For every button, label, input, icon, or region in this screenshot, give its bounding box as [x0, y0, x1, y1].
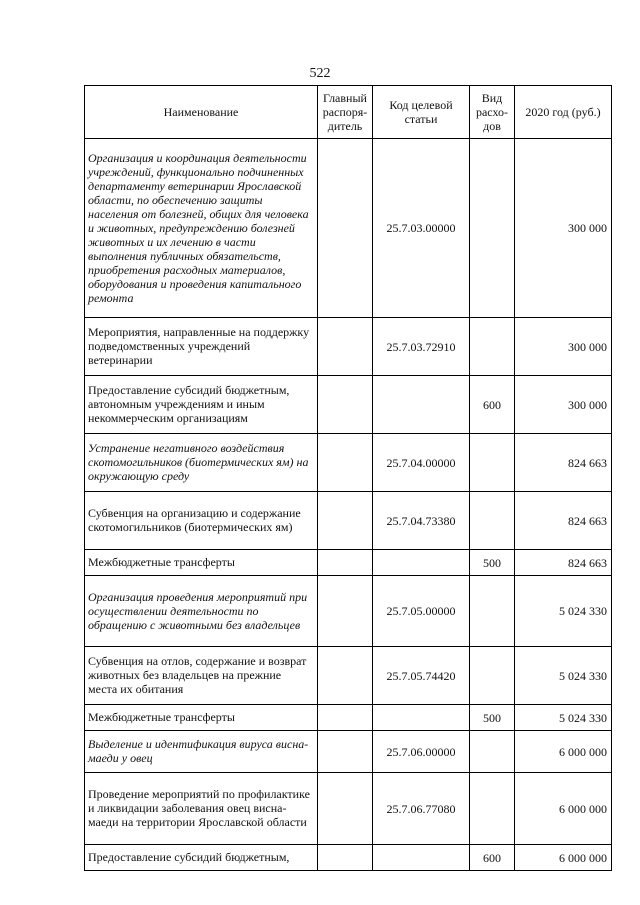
row-name: Предоставление субсидий бюджетным, автономным учреждениям и иным некоммерческим организациям [85, 376, 318, 434]
row-kind [470, 434, 515, 492]
row-code: 25.7.04.00000 [373, 434, 470, 492]
row-manager [318, 773, 373, 845]
table-row [85, 492, 612, 550]
row-name: Устранение негативного воздействия скотомогильников (биотермических ям) на окружающую среду [85, 434, 318, 492]
row-name: Предоставление субсидий бюджетным, [85, 845, 318, 871]
row-amount: 824 663 [515, 550, 612, 576]
row-manager [318, 139, 373, 318]
table-row [85, 647, 612, 705]
row-amount: 5 024 330 [515, 576, 612, 647]
row-name: Субвенция на организацию и содержание скотомогильников (биотермических ям) [85, 492, 318, 550]
row-code: 25.7.06.77080 [373, 773, 470, 845]
row-manager [318, 647, 373, 705]
row-amount: 824 663 [515, 492, 612, 550]
row-code [373, 705, 470, 731]
row-amount: 824 663 [515, 434, 612, 492]
row-amount: 6 000 000 [515, 731, 612, 773]
row-kind [470, 647, 515, 705]
row-manager [318, 434, 373, 492]
row-kind: 500 [470, 705, 515, 731]
row-code [373, 550, 470, 576]
header-kind: Вид расхо-дов [470, 86, 515, 139]
table-row [85, 576, 612, 647]
header-code: Код целевой статьи [373, 86, 470, 139]
row-name: Субвенция на отлов, содержание и возврат животных без владельцев на прежние места их обитания [85, 647, 318, 705]
header-manager: Главный распоря-дитель [318, 86, 373, 139]
row-name: Проведение мероприятий по профилактике и ликвидации заболевания овец висна-маеди на территории Ярославской области [85, 773, 318, 845]
row-kind [470, 318, 515, 376]
table-row [85, 731, 612, 773]
table-row [85, 845, 612, 871]
row-manager [318, 318, 373, 376]
row-manager [318, 376, 373, 434]
row-kind [470, 731, 515, 773]
table-row [85, 773, 612, 845]
row-manager [318, 731, 373, 773]
row-amount: 300 000 [515, 139, 612, 318]
row-manager [318, 492, 373, 550]
row-code: 25.7.04.73380 [373, 492, 470, 550]
row-kind [470, 773, 515, 845]
row-code: 25.7.05.74420 [373, 647, 470, 705]
table-row [85, 434, 612, 492]
row-amount: 5 024 330 [515, 647, 612, 705]
row-name: Межбюджетные трансферты [85, 705, 318, 731]
row-code [373, 376, 470, 434]
row-name: Организация и координация деятельности учреждений, функционально подчиненных департаменту ветеринарии Ярославской области, по обеспечению защиты населения от болезней, общих для человека и животных, предупреждению болезней животных и их лечению в части выполнения публичных обязательств, приобретения расходных материалов, оборудования и проведения капитального ремонта [85, 139, 318, 318]
table-row [85, 705, 612, 731]
table-header-row [85, 86, 612, 139]
row-name: Межбюджетные трансферты [85, 550, 318, 576]
page-number: 522 [309, 66, 331, 81]
row-kind [470, 492, 515, 550]
row-code [373, 845, 470, 871]
row-name: Организация проведения мероприятий при осуществлении деятельности по обращению с животными без владельцев [85, 576, 318, 647]
row-kind: 600 [470, 845, 515, 871]
budget-table [84, 85, 612, 871]
row-kind [470, 139, 515, 318]
table-row [85, 139, 612, 318]
row-code: 25.7.05.00000 [373, 576, 470, 647]
row-code: 25.7.03.00000 [373, 139, 470, 318]
row-code: 25.7.03.72910 [373, 318, 470, 376]
row-amount: 6 000 000 [515, 773, 612, 845]
row-manager [318, 845, 373, 871]
row-amount: 5 024 330 [515, 705, 612, 731]
row-amount: 6 000 000 [515, 845, 612, 871]
row-amount: 300 000 [515, 376, 612, 434]
table-row [85, 550, 612, 576]
row-name: Выделение и идентификация вируса висна-маеди у овец [85, 731, 318, 773]
row-manager [318, 705, 373, 731]
row-kind: 500 [470, 550, 515, 576]
table-row [85, 376, 612, 434]
row-kind [470, 576, 515, 647]
table-row [85, 318, 612, 376]
row-manager [318, 550, 373, 576]
row-name: Мероприятия, направленные на поддержку подведомственных учреждений ветеринарии [85, 318, 318, 376]
row-manager [318, 576, 373, 647]
header-amount: 2020 год (руб.) [515, 86, 612, 139]
header-name: Наименование [85, 86, 318, 139]
row-kind: 600 [470, 376, 515, 434]
row-amount: 300 000 [515, 318, 612, 376]
row-code: 25.7.06.00000 [373, 731, 470, 773]
